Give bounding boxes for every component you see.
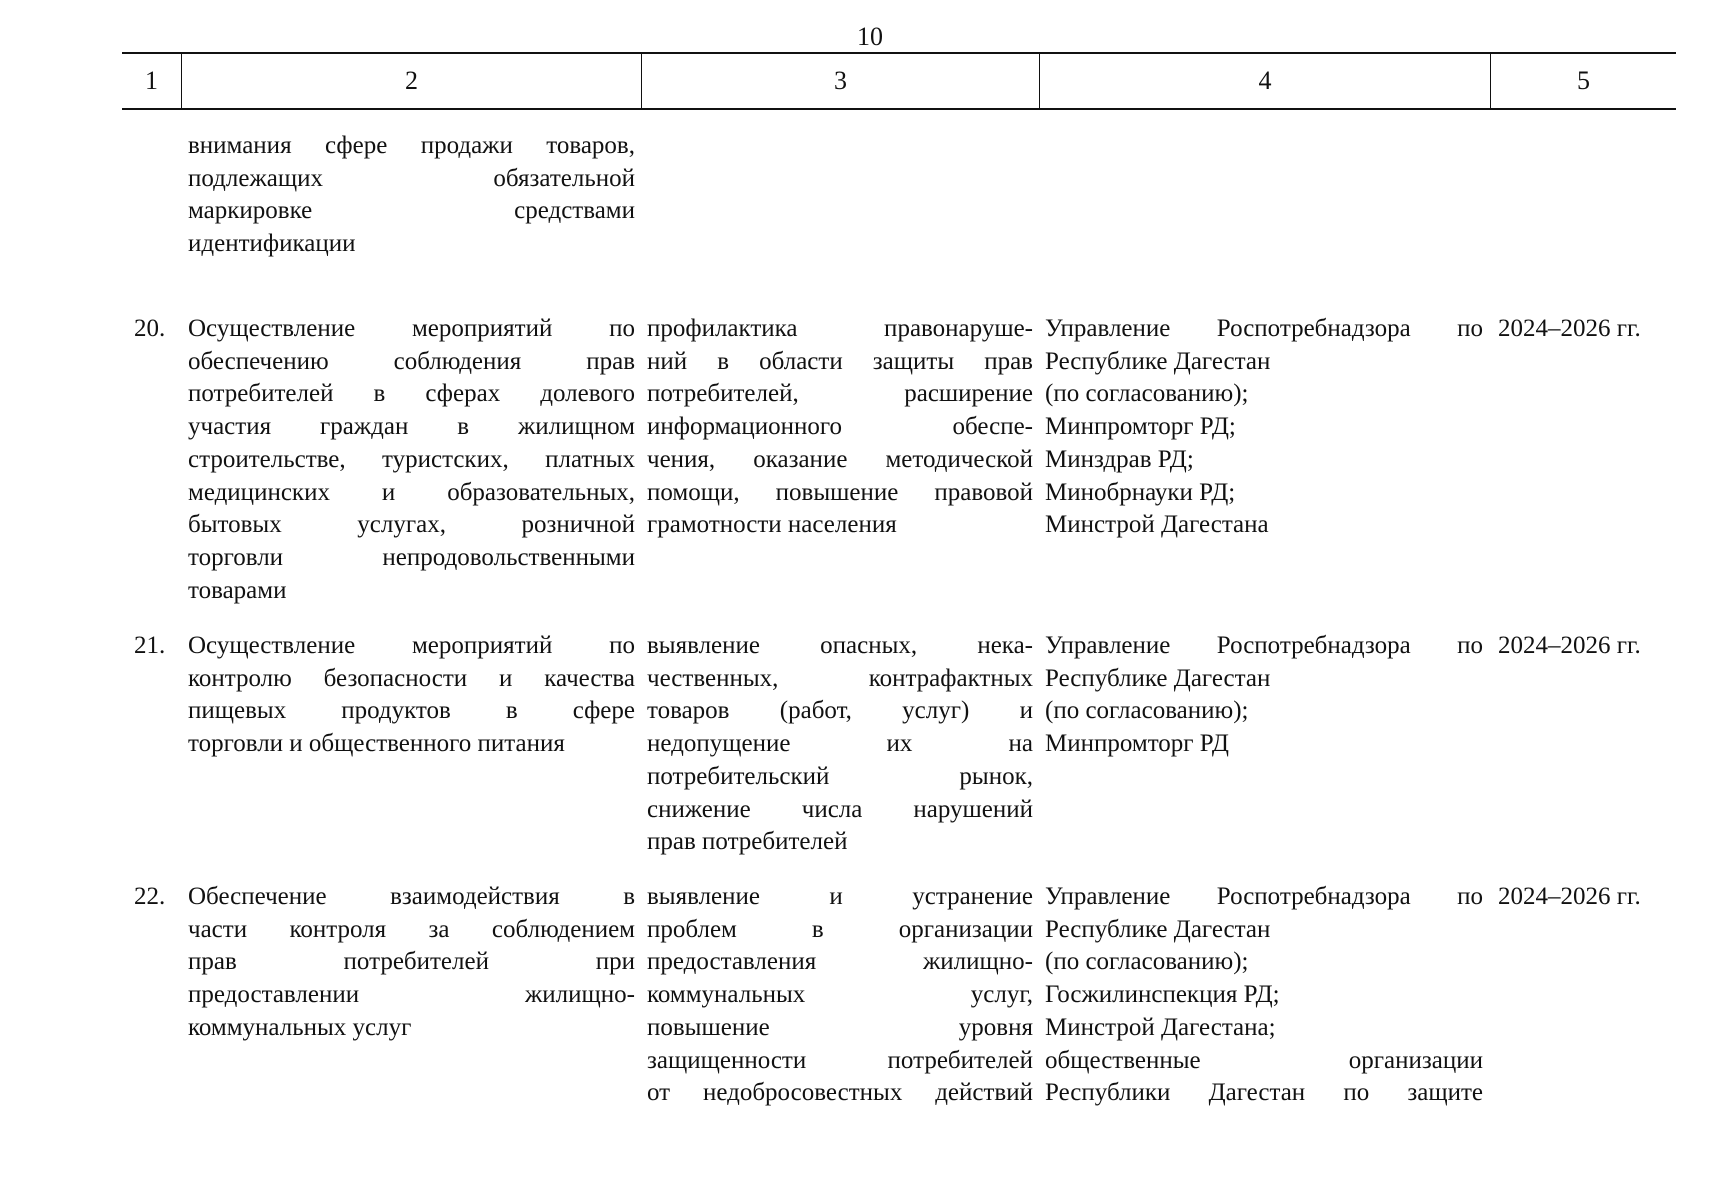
- text-line: грамотности населения: [647, 511, 897, 539]
- text-line: Минобрнауки РД;: [1045, 478, 1236, 506]
- text-line: потребителей в сферах долевого: [188, 380, 635, 408]
- text-line: (по согласованию);: [1045, 380, 1249, 408]
- row-executors: [1045, 630, 1483, 761]
- text-line: прав потребителей: [647, 828, 848, 856]
- text-line: части контроля за соблюдением: [188, 915, 635, 943]
- text-line: Минпромторг РД;: [1045, 413, 1236, 441]
- text-line: чественных, контрафактных: [647, 664, 1033, 692]
- row-period: 2024–2026 гг.: [1498, 315, 1641, 342]
- row-period: 2024–2026 гг.: [1498, 632, 1641, 659]
- text-line: торговли непродовольственными: [188, 543, 635, 571]
- text-line: Управление Роспотребнадзора по: [1045, 632, 1483, 659]
- text-line: Республике Дагестан: [1045, 347, 1271, 375]
- text-line: предоставлении жилищно-: [188, 981, 635, 1009]
- row-result: [647, 313, 1033, 542]
- text-line: Госжилинспекция РД;: [1045, 981, 1280, 1009]
- row-period: 2024–2026 гг.: [1498, 883, 1641, 910]
- text-line: защищенности потребителей: [647, 1046, 1033, 1074]
- text-line: строительстве, туристских, платных: [188, 445, 635, 473]
- text-line: выявление и устранение: [647, 883, 1033, 910]
- text-line: коммунальных услуг: [188, 1013, 412, 1041]
- text-line: информационного обеспе-: [647, 413, 1033, 441]
- header-col-5: 5: [1577, 66, 1590, 95]
- text-line: Минстрой Дагестана;: [1045, 1013, 1276, 1041]
- text-line: потребителей, расширение: [647, 380, 1033, 408]
- row-number: 21.: [134, 632, 166, 659]
- text-line: Управление Роспотребнадзора по: [1045, 883, 1483, 910]
- text-line: потребительский рынок,: [647, 762, 1033, 790]
- text-line: недопущение их на: [647, 730, 1033, 758]
- text-line: медицинских и образовательных,: [188, 478, 635, 506]
- page-number: 10: [857, 22, 883, 51]
- text-line: товаров (работ, услуг) и: [647, 697, 1033, 725]
- text-line: подлежащих обязательной: [188, 164, 635, 192]
- table-header: [122, 52, 1676, 110]
- text-line: общественные организации: [1045, 1046, 1483, 1074]
- text-line: Осуществление мероприятий по: [188, 632, 635, 659]
- text-line: Осуществление мероприятий по: [188, 315, 635, 342]
- text-line: проблем в организации: [647, 915, 1033, 943]
- row-measure: [188, 630, 635, 761]
- header-col-2: 2: [182, 54, 642, 108]
- text-line: Республики Дагестан по защите: [1045, 1079, 1483, 1107]
- row-number: 20.: [134, 315, 166, 342]
- text-line: ний в области защиты прав: [647, 347, 1033, 375]
- text-line: участия граждан в жилищном: [188, 413, 635, 441]
- text-line: торговли и общественного питания: [188, 730, 565, 758]
- row-number: 22.: [134, 883, 166, 910]
- text-line: пищевых продуктов в сфере: [188, 697, 635, 725]
- row-executors: [1045, 881, 1483, 1110]
- text-line: Минздрав РД;: [1045, 445, 1194, 473]
- text-line: профилактика правонаруше-: [647, 315, 1033, 342]
- text-line: от недобросовестных действий: [647, 1079, 1033, 1107]
- text-line: Обеспечение взаимодействия в: [188, 883, 635, 910]
- text-line: чения, оказание методической: [647, 445, 1033, 473]
- header-col-3: 3: [642, 54, 1040, 108]
- row-result: [647, 881, 1033, 1110]
- text-line: Минстрой Дагестана: [1045, 511, 1269, 539]
- text-line: Республике Дагестан: [1045, 664, 1271, 692]
- text-line: товарами: [188, 576, 287, 604]
- row-measure: [188, 313, 635, 607]
- row-measure: [188, 881, 635, 1045]
- row-executors: [1045, 313, 1483, 542]
- text-line: коммунальных услуг,: [647, 981, 1033, 1009]
- text-line: (по согласованию);: [1045, 697, 1249, 725]
- text-line: помощи, повышение правовой: [647, 478, 1033, 506]
- text-line: бытовых услугах, розничной: [188, 511, 635, 539]
- text-line: маркировке средствами: [188, 197, 635, 225]
- text-line: выявление опасных, нека-: [647, 632, 1033, 659]
- text-line: Республике Дагестан: [1045, 915, 1271, 943]
- text-line: (по согласованию);: [1045, 948, 1249, 976]
- text-line: Минпромторг РД: [1045, 730, 1229, 758]
- text-line: контролю безопасности и качества: [188, 664, 635, 692]
- text-line: повышение уровня: [647, 1013, 1033, 1041]
- text-line: идентификации: [188, 230, 356, 258]
- header-col-1: 1: [122, 54, 182, 108]
- text-line: Управление Роспотребнадзора по: [1045, 315, 1483, 342]
- text-line: предоставления жилищно-: [647, 948, 1033, 976]
- text-line: обеспечению соблюдения прав: [188, 347, 635, 375]
- text-line: снижение числа нарушений: [647, 795, 1033, 823]
- continuation-measure: [188, 130, 635, 261]
- row-result: [647, 630, 1033, 859]
- header-col-4: 4: [1040, 54, 1491, 108]
- text-line: внимания сфере продажи товаров,: [188, 132, 635, 159]
- text-line: прав потребителей при: [188, 948, 635, 976]
